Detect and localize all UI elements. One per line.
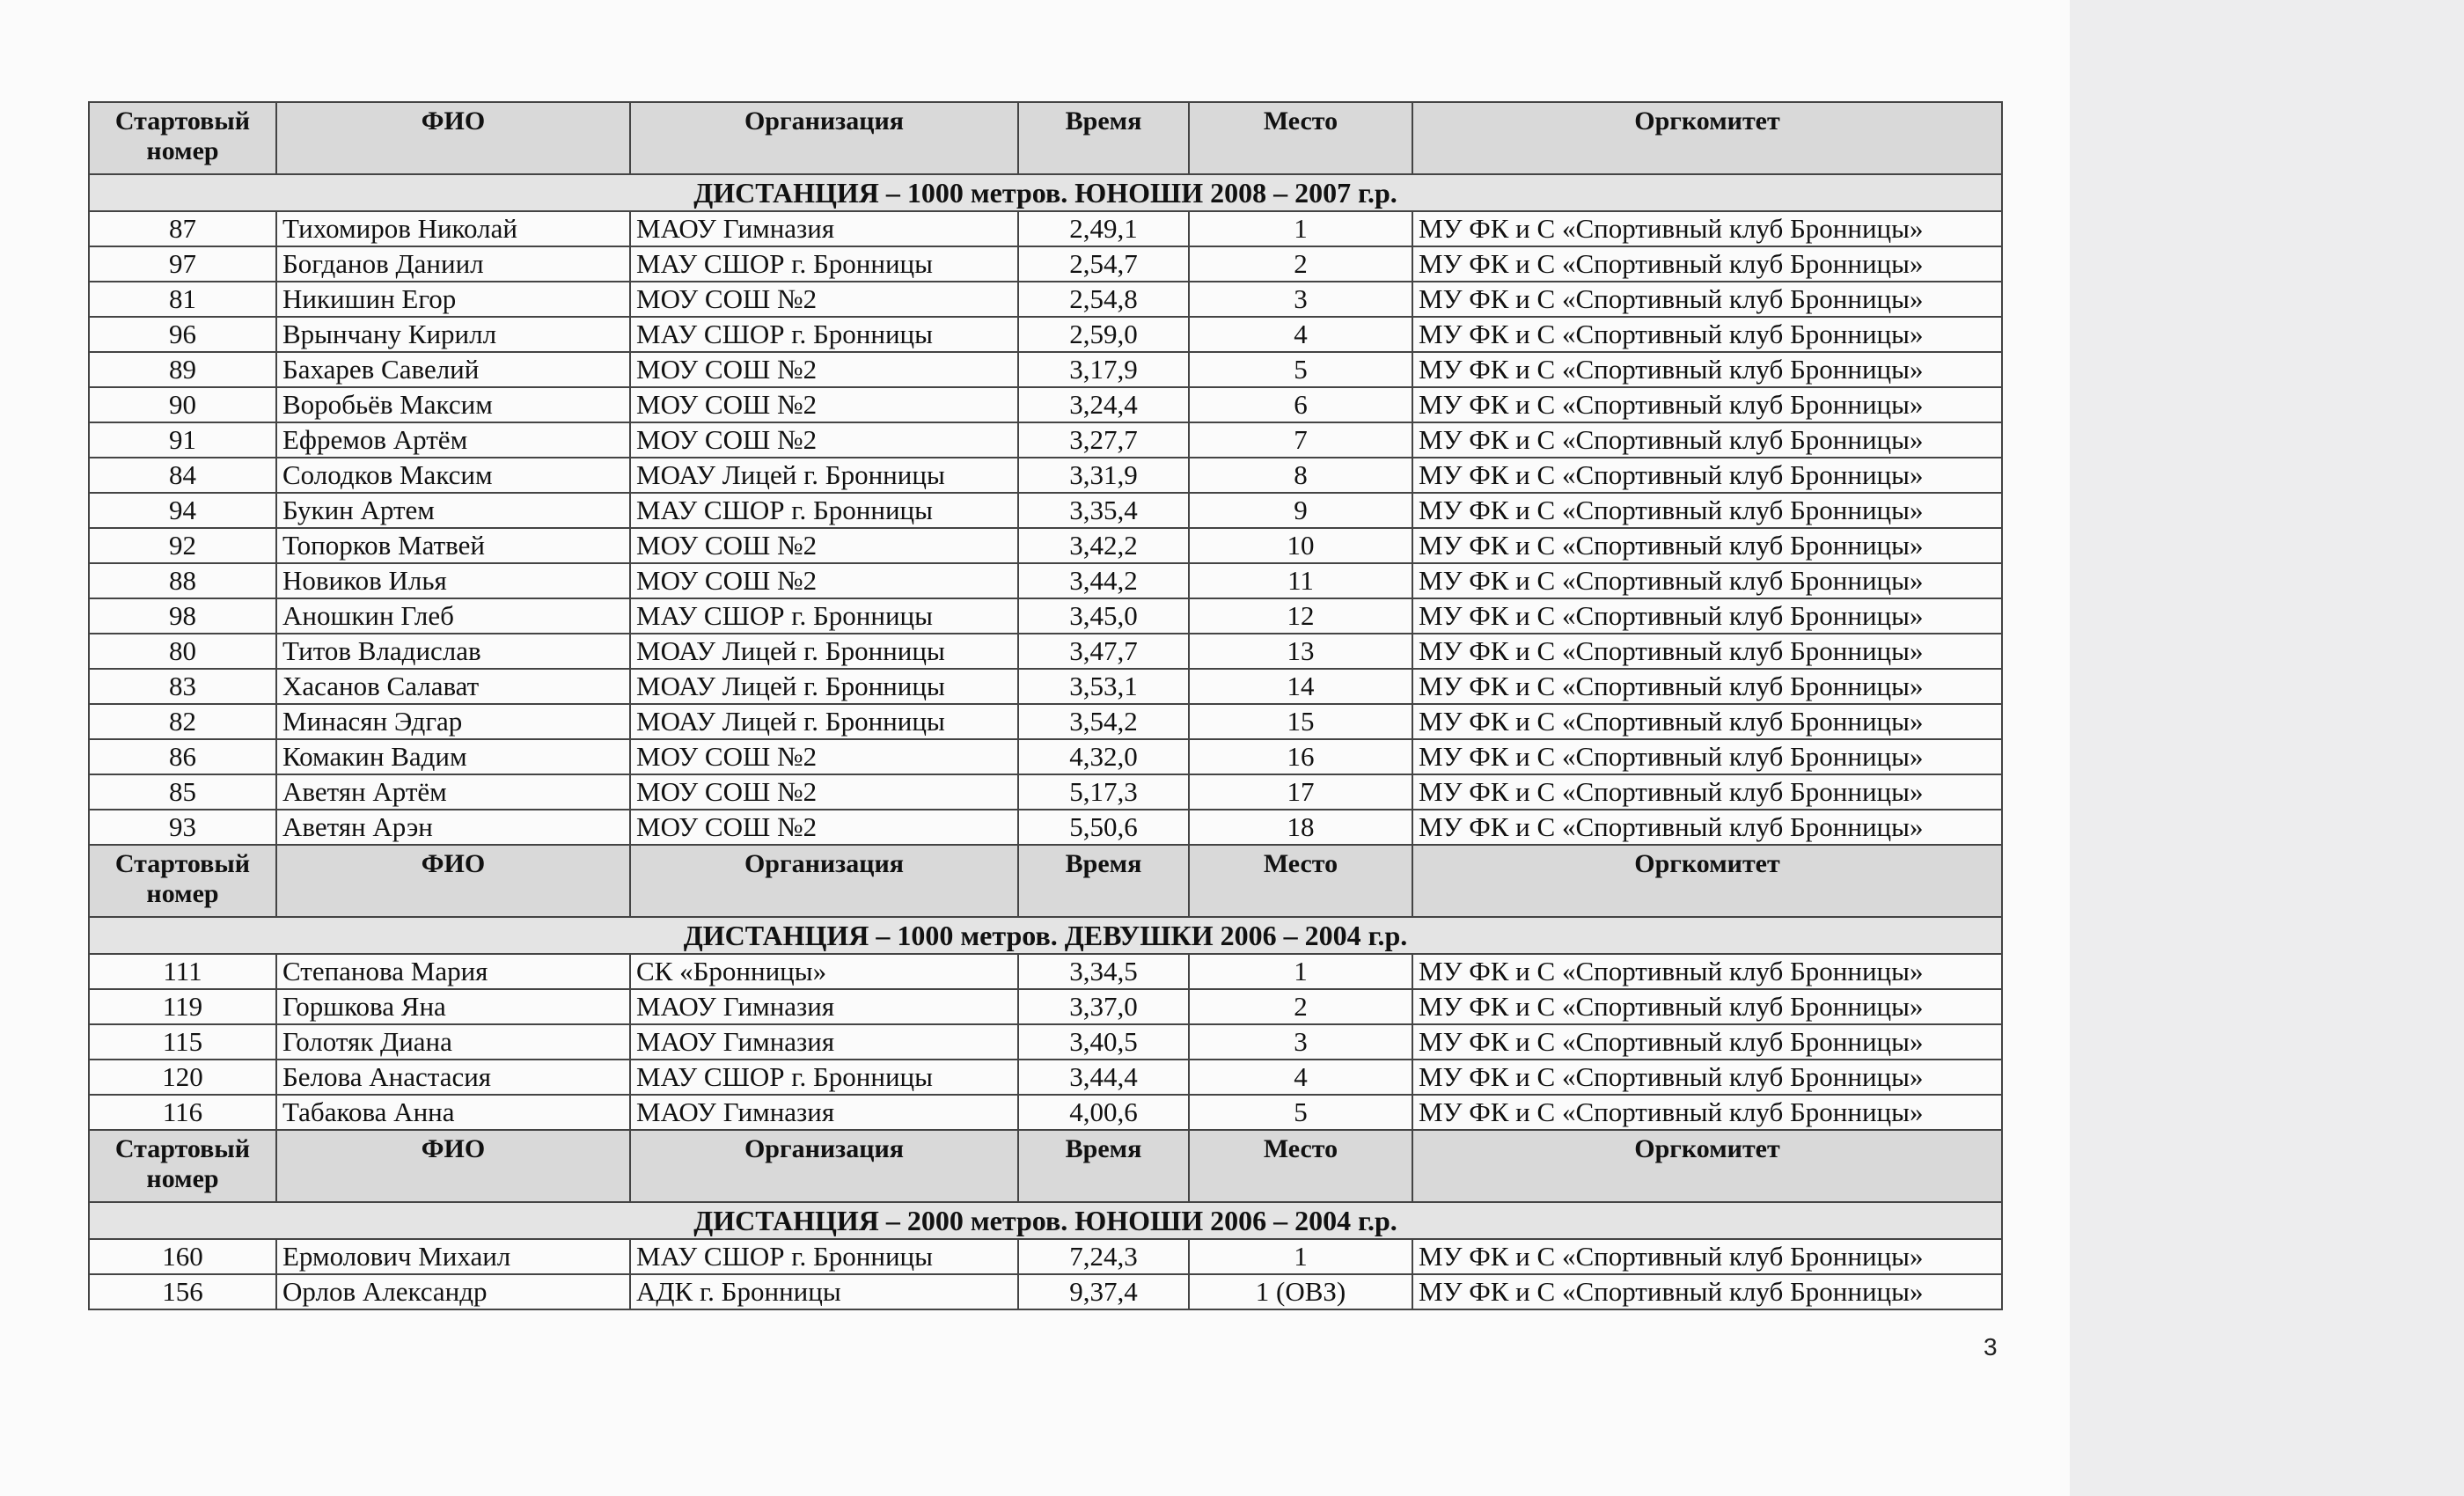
cell-organization: МОУ СОШ №2 bbox=[630, 352, 1018, 387]
table-row bbox=[89, 704, 2002, 739]
cell-committee: МУ ФК и С «Спортивный клуб Бронницы» bbox=[1412, 387, 2002, 422]
cell-time: 3,31,9 bbox=[1018, 458, 1189, 493]
table-row bbox=[89, 246, 2002, 282]
cell-full-name: Новиков Илья bbox=[276, 563, 630, 598]
cell-full-name: Горшкова Яна bbox=[276, 989, 630, 1024]
cell-organization: СК «Бронницы» bbox=[630, 954, 1018, 989]
cell-time: 2,54,8 bbox=[1018, 282, 1189, 317]
cell-time: 2,59,0 bbox=[1018, 317, 1189, 352]
cell-place: 2 bbox=[1189, 989, 1412, 1024]
column-header-start-number: Стартовый номер bbox=[89, 102, 276, 174]
cell-place: 2 bbox=[1189, 246, 1412, 282]
cell-place: 5 bbox=[1189, 1095, 1412, 1130]
cell-place: 14 bbox=[1189, 669, 1412, 704]
cell-place: 7 bbox=[1189, 422, 1412, 458]
cell-time: 3,34,5 bbox=[1018, 954, 1189, 989]
table-row bbox=[89, 774, 2002, 810]
cell-place: 12 bbox=[1189, 598, 1412, 634]
cell-organization: МАУ СШОР г. Бронницы bbox=[630, 598, 1018, 634]
cell-start-number: 91 bbox=[89, 422, 276, 458]
cell-place: 3 bbox=[1189, 1024, 1412, 1060]
cell-committee: МУ ФК и С «Спортивный клуб Бронницы» bbox=[1412, 954, 2002, 989]
cell-time: 3,37,0 bbox=[1018, 989, 1189, 1024]
cell-committee: МУ ФК и С «Спортивный клуб Бронницы» bbox=[1412, 1239, 2002, 1274]
column-header-organization: Организация bbox=[630, 102, 1018, 174]
cell-organization: МАУ СШОР г. Бронницы bbox=[630, 246, 1018, 282]
cell-start-number: 85 bbox=[89, 774, 276, 810]
cell-place: 10 bbox=[1189, 528, 1412, 563]
cell-start-number: 94 bbox=[89, 493, 276, 528]
cell-time: 3,45,0 bbox=[1018, 598, 1189, 634]
cell-full-name: Голотяк Диана bbox=[276, 1024, 630, 1060]
cell-time: 5,50,6 bbox=[1018, 810, 1189, 845]
column-header-row bbox=[89, 845, 2002, 917]
cell-full-name: Букин Артем bbox=[276, 493, 630, 528]
cell-start-number: 93 bbox=[89, 810, 276, 845]
cell-committee: МУ ФК и С «Спортивный клуб Бронницы» bbox=[1412, 352, 2002, 387]
cell-full-name: Аветян Арэн bbox=[276, 810, 630, 845]
cell-organization: МОАУ Лицей г. Бронницы bbox=[630, 634, 1018, 669]
cell-full-name: Титов Владислав bbox=[276, 634, 630, 669]
cell-full-name: Тихомиров Николай bbox=[276, 211, 630, 246]
cell-committee: МУ ФК и С «Спортивный клуб Бронницы» bbox=[1412, 739, 2002, 774]
cell-place: 13 bbox=[1189, 634, 1412, 669]
cell-organization: МОУ СОШ №2 bbox=[630, 282, 1018, 317]
column-header-place: Место bbox=[1189, 1130, 1412, 1202]
table-row bbox=[89, 1060, 2002, 1095]
cell-organization: АДК г. Бронницы bbox=[630, 1274, 1018, 1309]
cell-place: 1 bbox=[1189, 1239, 1412, 1274]
page-number: 3 bbox=[1984, 1333, 1998, 1360]
cell-place: 11 bbox=[1189, 563, 1412, 598]
cell-place: 1 bbox=[1189, 954, 1412, 989]
column-header-start-number: Стартовый номер bbox=[89, 845, 276, 917]
cell-start-number: 116 bbox=[89, 1095, 276, 1130]
table-row bbox=[89, 528, 2002, 563]
cell-place: 5 bbox=[1189, 352, 1412, 387]
cell-time: 3,47,7 bbox=[1018, 634, 1189, 669]
cell-committee: МУ ФК и С «Спортивный клуб Бронницы» bbox=[1412, 211, 2002, 246]
cell-start-number: 92 bbox=[89, 528, 276, 563]
cell-committee: МУ ФК и С «Спортивный клуб Бронницы» bbox=[1412, 563, 2002, 598]
cell-full-name: Ефремов Артём bbox=[276, 422, 630, 458]
cell-organization: МОАУ Лицей г. Бронницы bbox=[630, 458, 1018, 493]
column-header-committee: Оргкомитет bbox=[1412, 102, 2002, 174]
cell-time: 3,27,7 bbox=[1018, 422, 1189, 458]
cell-full-name: Хасанов Салават bbox=[276, 669, 630, 704]
cell-time: 3,54,2 bbox=[1018, 704, 1189, 739]
column-header-organization: Организация bbox=[630, 845, 1018, 917]
cell-start-number: 83 bbox=[89, 669, 276, 704]
cell-start-number: 156 bbox=[89, 1274, 276, 1309]
cell-time: 3,35,4 bbox=[1018, 493, 1189, 528]
cell-full-name: Топорков Матвей bbox=[276, 528, 630, 563]
cell-full-name: Богданов Даниил bbox=[276, 246, 630, 282]
cell-committee: МУ ФК и С «Спортивный клуб Бронницы» bbox=[1412, 1095, 2002, 1130]
cell-committee: МУ ФК и С «Спортивный клуб Бронницы» bbox=[1412, 598, 2002, 634]
cell-time: 2,49,1 bbox=[1018, 211, 1189, 246]
table-row bbox=[89, 1095, 2002, 1130]
table-row bbox=[89, 669, 2002, 704]
cell-time: 2,54,7 bbox=[1018, 246, 1189, 282]
column-header-committee: Оргкомитет bbox=[1412, 1130, 2002, 1202]
cell-time: 4,32,0 bbox=[1018, 739, 1189, 774]
cell-start-number: 96 bbox=[89, 317, 276, 352]
distance-title: ДИСТАНЦИЯ – 1000 метров. ЮНОШИ 2008 – 2007 г.р. bbox=[89, 174, 2002, 211]
cell-place: 17 bbox=[1189, 774, 1412, 810]
cell-organization: МОУ СОШ №2 bbox=[630, 739, 1018, 774]
cell-start-number: 120 bbox=[89, 1060, 276, 1095]
table-row bbox=[89, 422, 2002, 458]
cell-start-number: 82 bbox=[89, 704, 276, 739]
distance-section-title bbox=[89, 1202, 2002, 1239]
cell-start-number: 81 bbox=[89, 282, 276, 317]
cell-full-name: Солодков Максим bbox=[276, 458, 630, 493]
cell-time: 3,17,9 bbox=[1018, 352, 1189, 387]
cell-full-name: Никишин Егор bbox=[276, 282, 630, 317]
cell-full-name: Комакин Вадим bbox=[276, 739, 630, 774]
cell-time: 3,42,2 bbox=[1018, 528, 1189, 563]
table-row bbox=[89, 282, 2002, 317]
cell-start-number: 160 bbox=[89, 1239, 276, 1274]
cell-committee: МУ ФК и С «Спортивный клуб Бронницы» bbox=[1412, 669, 2002, 704]
cell-committee: МУ ФК и С «Спортивный клуб Бронницы» bbox=[1412, 810, 2002, 845]
table-row bbox=[89, 634, 2002, 669]
cell-organization: МАУ СШОР г. Бронницы bbox=[630, 1060, 1018, 1095]
cell-committee: МУ ФК и С «Спортивный клуб Бронницы» bbox=[1412, 282, 2002, 317]
cell-place: 3 bbox=[1189, 282, 1412, 317]
table-row bbox=[89, 1024, 2002, 1060]
cell-organization: МАУ СШОР г. Бронницы bbox=[630, 493, 1018, 528]
table-row bbox=[89, 989, 2002, 1024]
cell-full-name: Минасян Эдгар bbox=[276, 704, 630, 739]
cell-organization: МОУ СОШ №2 bbox=[630, 528, 1018, 563]
table-row bbox=[89, 563, 2002, 598]
cell-place: 1 (ОВЗ) bbox=[1189, 1274, 1412, 1309]
cell-start-number: 80 bbox=[89, 634, 276, 669]
column-header-time: Время bbox=[1018, 1130, 1189, 1202]
cell-place: 15 bbox=[1189, 704, 1412, 739]
cell-committee: МУ ФК и С «Спортивный клуб Бронницы» bbox=[1412, 1274, 2002, 1309]
cell-organization: МАОУ Гимназия bbox=[630, 1095, 1018, 1130]
cell-organization: МАУ СШОР г. Бронницы bbox=[630, 1239, 1018, 1274]
cell-committee: МУ ФК и С «Спортивный клуб Бронницы» bbox=[1412, 246, 2002, 282]
table-row bbox=[89, 352, 2002, 387]
column-header-full-name: ФИО bbox=[276, 845, 630, 917]
cell-organization: МАОУ Гимназия bbox=[630, 1024, 1018, 1060]
column-header-full-name: ФИО bbox=[276, 1130, 630, 1202]
distance-section-title bbox=[89, 174, 2002, 211]
cell-full-name: Аветян Артём bbox=[276, 774, 630, 810]
cell-committee: МУ ФК и С «Спортивный клуб Бронницы» bbox=[1412, 493, 2002, 528]
cell-time: 3,44,2 bbox=[1018, 563, 1189, 598]
cell-time: 5,17,3 bbox=[1018, 774, 1189, 810]
cell-organization: МОУ СОШ №2 bbox=[630, 810, 1018, 845]
cell-organization: МОУ СОШ №2 bbox=[630, 422, 1018, 458]
column-header-start-number: Стартовый номер bbox=[89, 1130, 276, 1202]
cell-full-name: Белова Анастасия bbox=[276, 1060, 630, 1095]
table-row bbox=[89, 954, 2002, 989]
cell-organization: МОУ СОШ №2 bbox=[630, 563, 1018, 598]
cell-place: 6 bbox=[1189, 387, 1412, 422]
table-row bbox=[89, 458, 2002, 493]
cell-time: 3,24,4 bbox=[1018, 387, 1189, 422]
cell-start-number: 87 bbox=[89, 211, 276, 246]
cell-time: 9,37,4 bbox=[1018, 1274, 1189, 1309]
cell-time: 3,40,5 bbox=[1018, 1024, 1189, 1060]
column-header-organization: Организация bbox=[630, 1130, 1018, 1202]
cell-full-name: Бахарев Савелий bbox=[276, 352, 630, 387]
column-header-place: Место bbox=[1189, 102, 1412, 174]
cell-place: 4 bbox=[1189, 317, 1412, 352]
cell-organization: МАУ СШОР г. Бронницы bbox=[630, 317, 1018, 352]
cell-committee: МУ ФК и С «Спортивный клуб Бронницы» bbox=[1412, 528, 2002, 563]
cell-organization: МОУ СОШ №2 bbox=[630, 774, 1018, 810]
cell-place: 18 bbox=[1189, 810, 1412, 845]
cell-place: 1 bbox=[1189, 211, 1412, 246]
cell-organization: МАОУ Гимназия bbox=[630, 211, 1018, 246]
cell-committee: МУ ФК и С «Спортивный клуб Бронницы» bbox=[1412, 1060, 2002, 1095]
table-row bbox=[89, 387, 2002, 422]
table-row bbox=[89, 739, 2002, 774]
table-row bbox=[89, 1239, 2002, 1274]
cell-start-number: 97 bbox=[89, 246, 276, 282]
cell-start-number: 88 bbox=[89, 563, 276, 598]
cell-start-number: 115 bbox=[89, 1024, 276, 1060]
cell-organization: МОАУ Лицей г. Бронницы bbox=[630, 669, 1018, 704]
cell-time: 4,00,6 bbox=[1018, 1095, 1189, 1130]
column-header-time: Время bbox=[1018, 102, 1189, 174]
cell-committee: МУ ФК и С «Спортивный клуб Бронницы» bbox=[1412, 774, 2002, 810]
cell-place: 16 bbox=[1189, 739, 1412, 774]
cell-start-number: 89 bbox=[89, 352, 276, 387]
cell-committee: МУ ФК и С «Спортивный клуб Бронницы» bbox=[1412, 634, 2002, 669]
cell-start-number: 86 bbox=[89, 739, 276, 774]
cell-committee: МУ ФК и С «Спортивный клуб Бронницы» bbox=[1412, 1024, 2002, 1060]
column-header-full-name: ФИО bbox=[276, 102, 630, 174]
cell-time: 3,53,1 bbox=[1018, 669, 1189, 704]
cell-full-name: Степанова Мария bbox=[276, 954, 630, 989]
cell-start-number: 90 bbox=[89, 387, 276, 422]
table-row bbox=[89, 598, 2002, 634]
cell-start-number: 119 bbox=[89, 989, 276, 1024]
distance-title: ДИСТАНЦИЯ – 2000 метров. ЮНОШИ 2006 – 2004 г.р. bbox=[89, 1202, 2002, 1239]
cell-time: 7,24,3 bbox=[1018, 1239, 1189, 1274]
cell-full-name: Аношкин Глеб bbox=[276, 598, 630, 634]
cell-place: 8 bbox=[1189, 458, 1412, 493]
table-row bbox=[89, 493, 2002, 528]
table-row bbox=[89, 211, 2002, 246]
column-header-time: Время bbox=[1018, 845, 1189, 917]
cell-committee: МУ ФК и С «Спортивный клуб Бронницы» bbox=[1412, 989, 2002, 1024]
cell-full-name: Врынчану Кирилл bbox=[276, 317, 630, 352]
scan-margin bbox=[2070, 0, 2464, 1496]
cell-committee: МУ ФК и С «Спортивный клуб Бронницы» bbox=[1412, 458, 2002, 493]
cell-full-name: Ермолович Михаил bbox=[276, 1239, 630, 1274]
cell-start-number: 84 bbox=[89, 458, 276, 493]
cell-start-number: 111 bbox=[89, 954, 276, 989]
cell-place: 4 bbox=[1189, 1060, 1412, 1095]
table-row bbox=[89, 810, 2002, 845]
cell-time: 3,44,4 bbox=[1018, 1060, 1189, 1095]
cell-full-name: Воробьёв Максим bbox=[276, 387, 630, 422]
cell-start-number: 98 bbox=[89, 598, 276, 634]
cell-committee: МУ ФК и С «Спортивный клуб Бронницы» bbox=[1412, 317, 2002, 352]
cell-full-name: Орлов Александр bbox=[276, 1274, 630, 1309]
cell-committee: МУ ФК и С «Спортивный клуб Бронницы» bbox=[1412, 422, 2002, 458]
column-header-place: Место bbox=[1189, 845, 1412, 917]
cell-place: 9 bbox=[1189, 493, 1412, 528]
distance-section-title bbox=[89, 917, 2002, 954]
table-row bbox=[89, 1274, 2002, 1309]
cell-full-name: Табакова Анна bbox=[276, 1095, 630, 1130]
column-header-committee: Оргкомитет bbox=[1412, 845, 2002, 917]
cell-organization: МОАУ Лицей г. Бронницы bbox=[630, 704, 1018, 739]
table-row bbox=[89, 317, 2002, 352]
cell-organization: МОУ СОШ №2 bbox=[630, 387, 1018, 422]
column-header-row bbox=[89, 1130, 2002, 1202]
distance-title: ДИСТАНЦИЯ – 1000 метров. ДЕВУШКИ 2006 – 2004 г.р. bbox=[89, 917, 2002, 954]
column-header-row bbox=[89, 102, 2002, 174]
cell-committee: МУ ФК и С «Спортивный клуб Бронницы» bbox=[1412, 704, 2002, 739]
results-table bbox=[88, 101, 2003, 1310]
cell-organization: МАОУ Гимназия bbox=[630, 989, 1018, 1024]
results-table-body bbox=[89, 102, 2002, 1309]
